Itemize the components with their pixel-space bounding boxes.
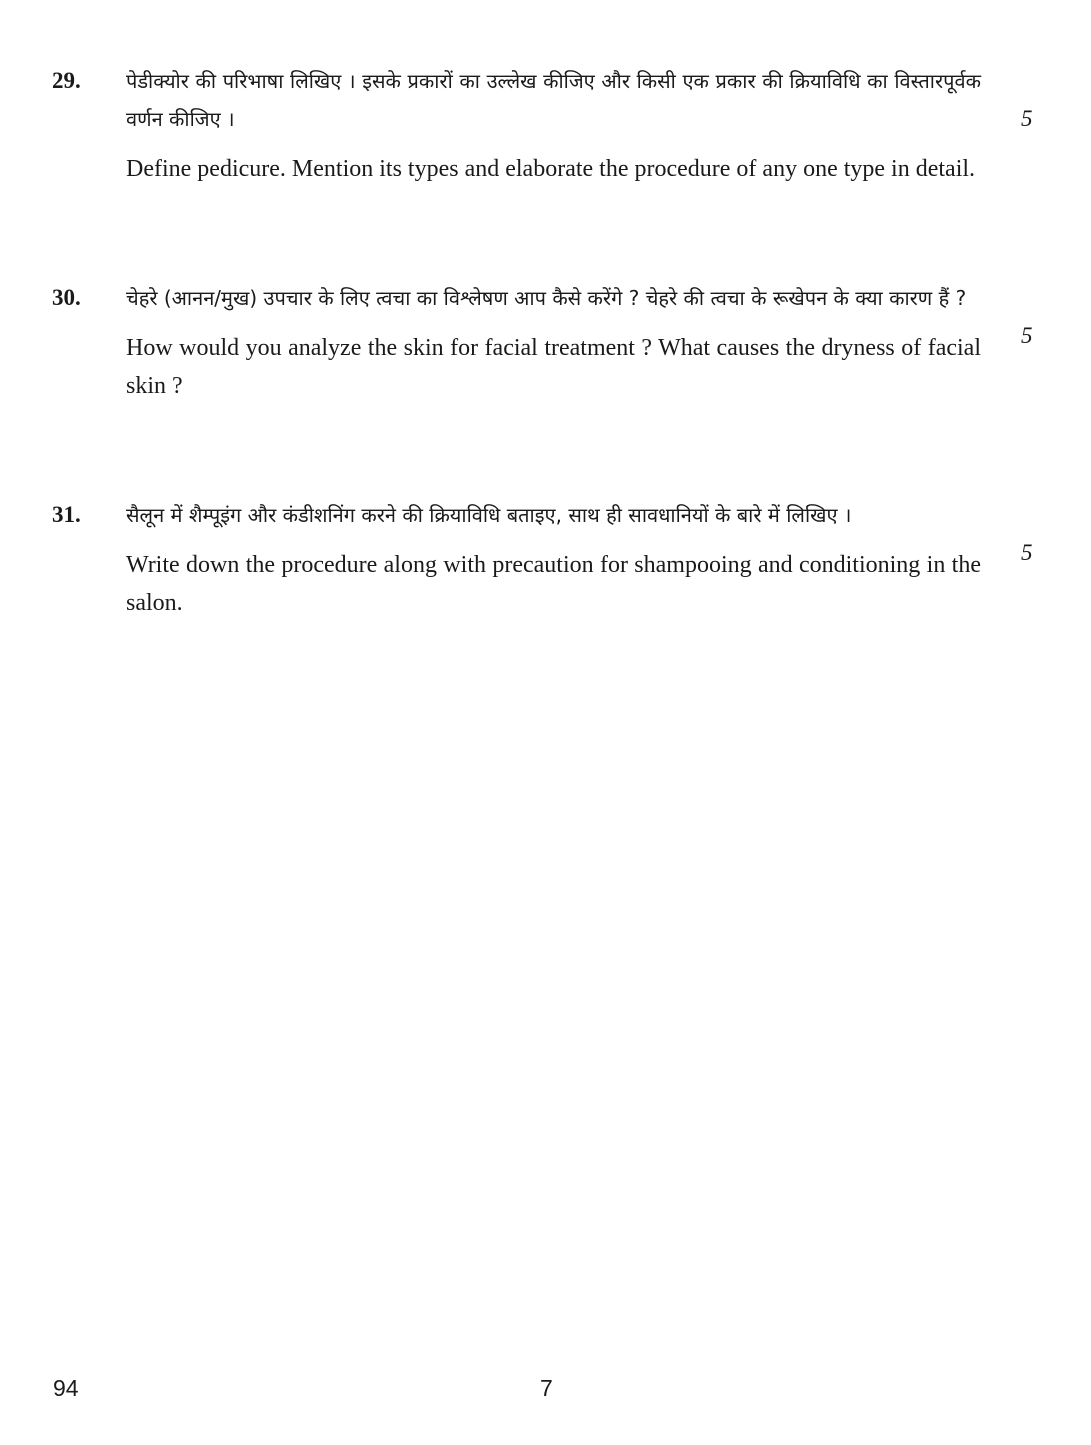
question-number: 31.	[52, 502, 81, 527]
page-number: 7	[540, 1375, 553, 1401]
question-text-hindi: पेडीक्योर की परिभाषा लिखिए । इसके प्रकारों का उल्लेख कीजिए और किसी एक प्रकार की क्रियाविधि का विस्तारपूर्वक वर्णन कीजिए ।	[126, 69, 981, 131]
question-marks: 5	[1021, 323, 1033, 348]
question-number: 29.	[52, 68, 81, 93]
question-number: 30.	[52, 285, 81, 310]
question-30	[52, 279, 1037, 405]
paper-code: 94	[53, 1375, 79, 1401]
question-marks: 5	[1021, 540, 1033, 565]
question-body	[126, 62, 981, 188]
question-text-hindi: सैलून में शैम्पूइंग और कंडीशनिंग करने की क्रियाविधि बताइए, साथ ही सावधानियों के बारे में लिखिए ।	[126, 503, 852, 527]
question-text-english: Define pedicure. Mention its types and elaborate the procedure of any one type in detail.	[126, 156, 976, 182]
question-marks: 5	[1021, 106, 1033, 131]
question-31	[52, 496, 1037, 622]
question-text-hindi: चेहरे (आनन/मुख) उपचार के लिए त्वचा का विश्लेषण आप कैसे करेंगे ? चेहरे की त्वचा के रूखेपन के क्या कारण हैं ?	[126, 286, 967, 310]
question-text-english: Write down the procedure along with precaution for shampooing and conditioning in the salon.	[126, 552, 981, 616]
question-29	[52, 62, 1037, 188]
question-body	[126, 496, 981, 622]
question-text-english: How would you analyze the skin for facial treatment ? What causes the dryness of facial skin ?	[126, 335, 981, 399]
question-body	[126, 279, 981, 405]
